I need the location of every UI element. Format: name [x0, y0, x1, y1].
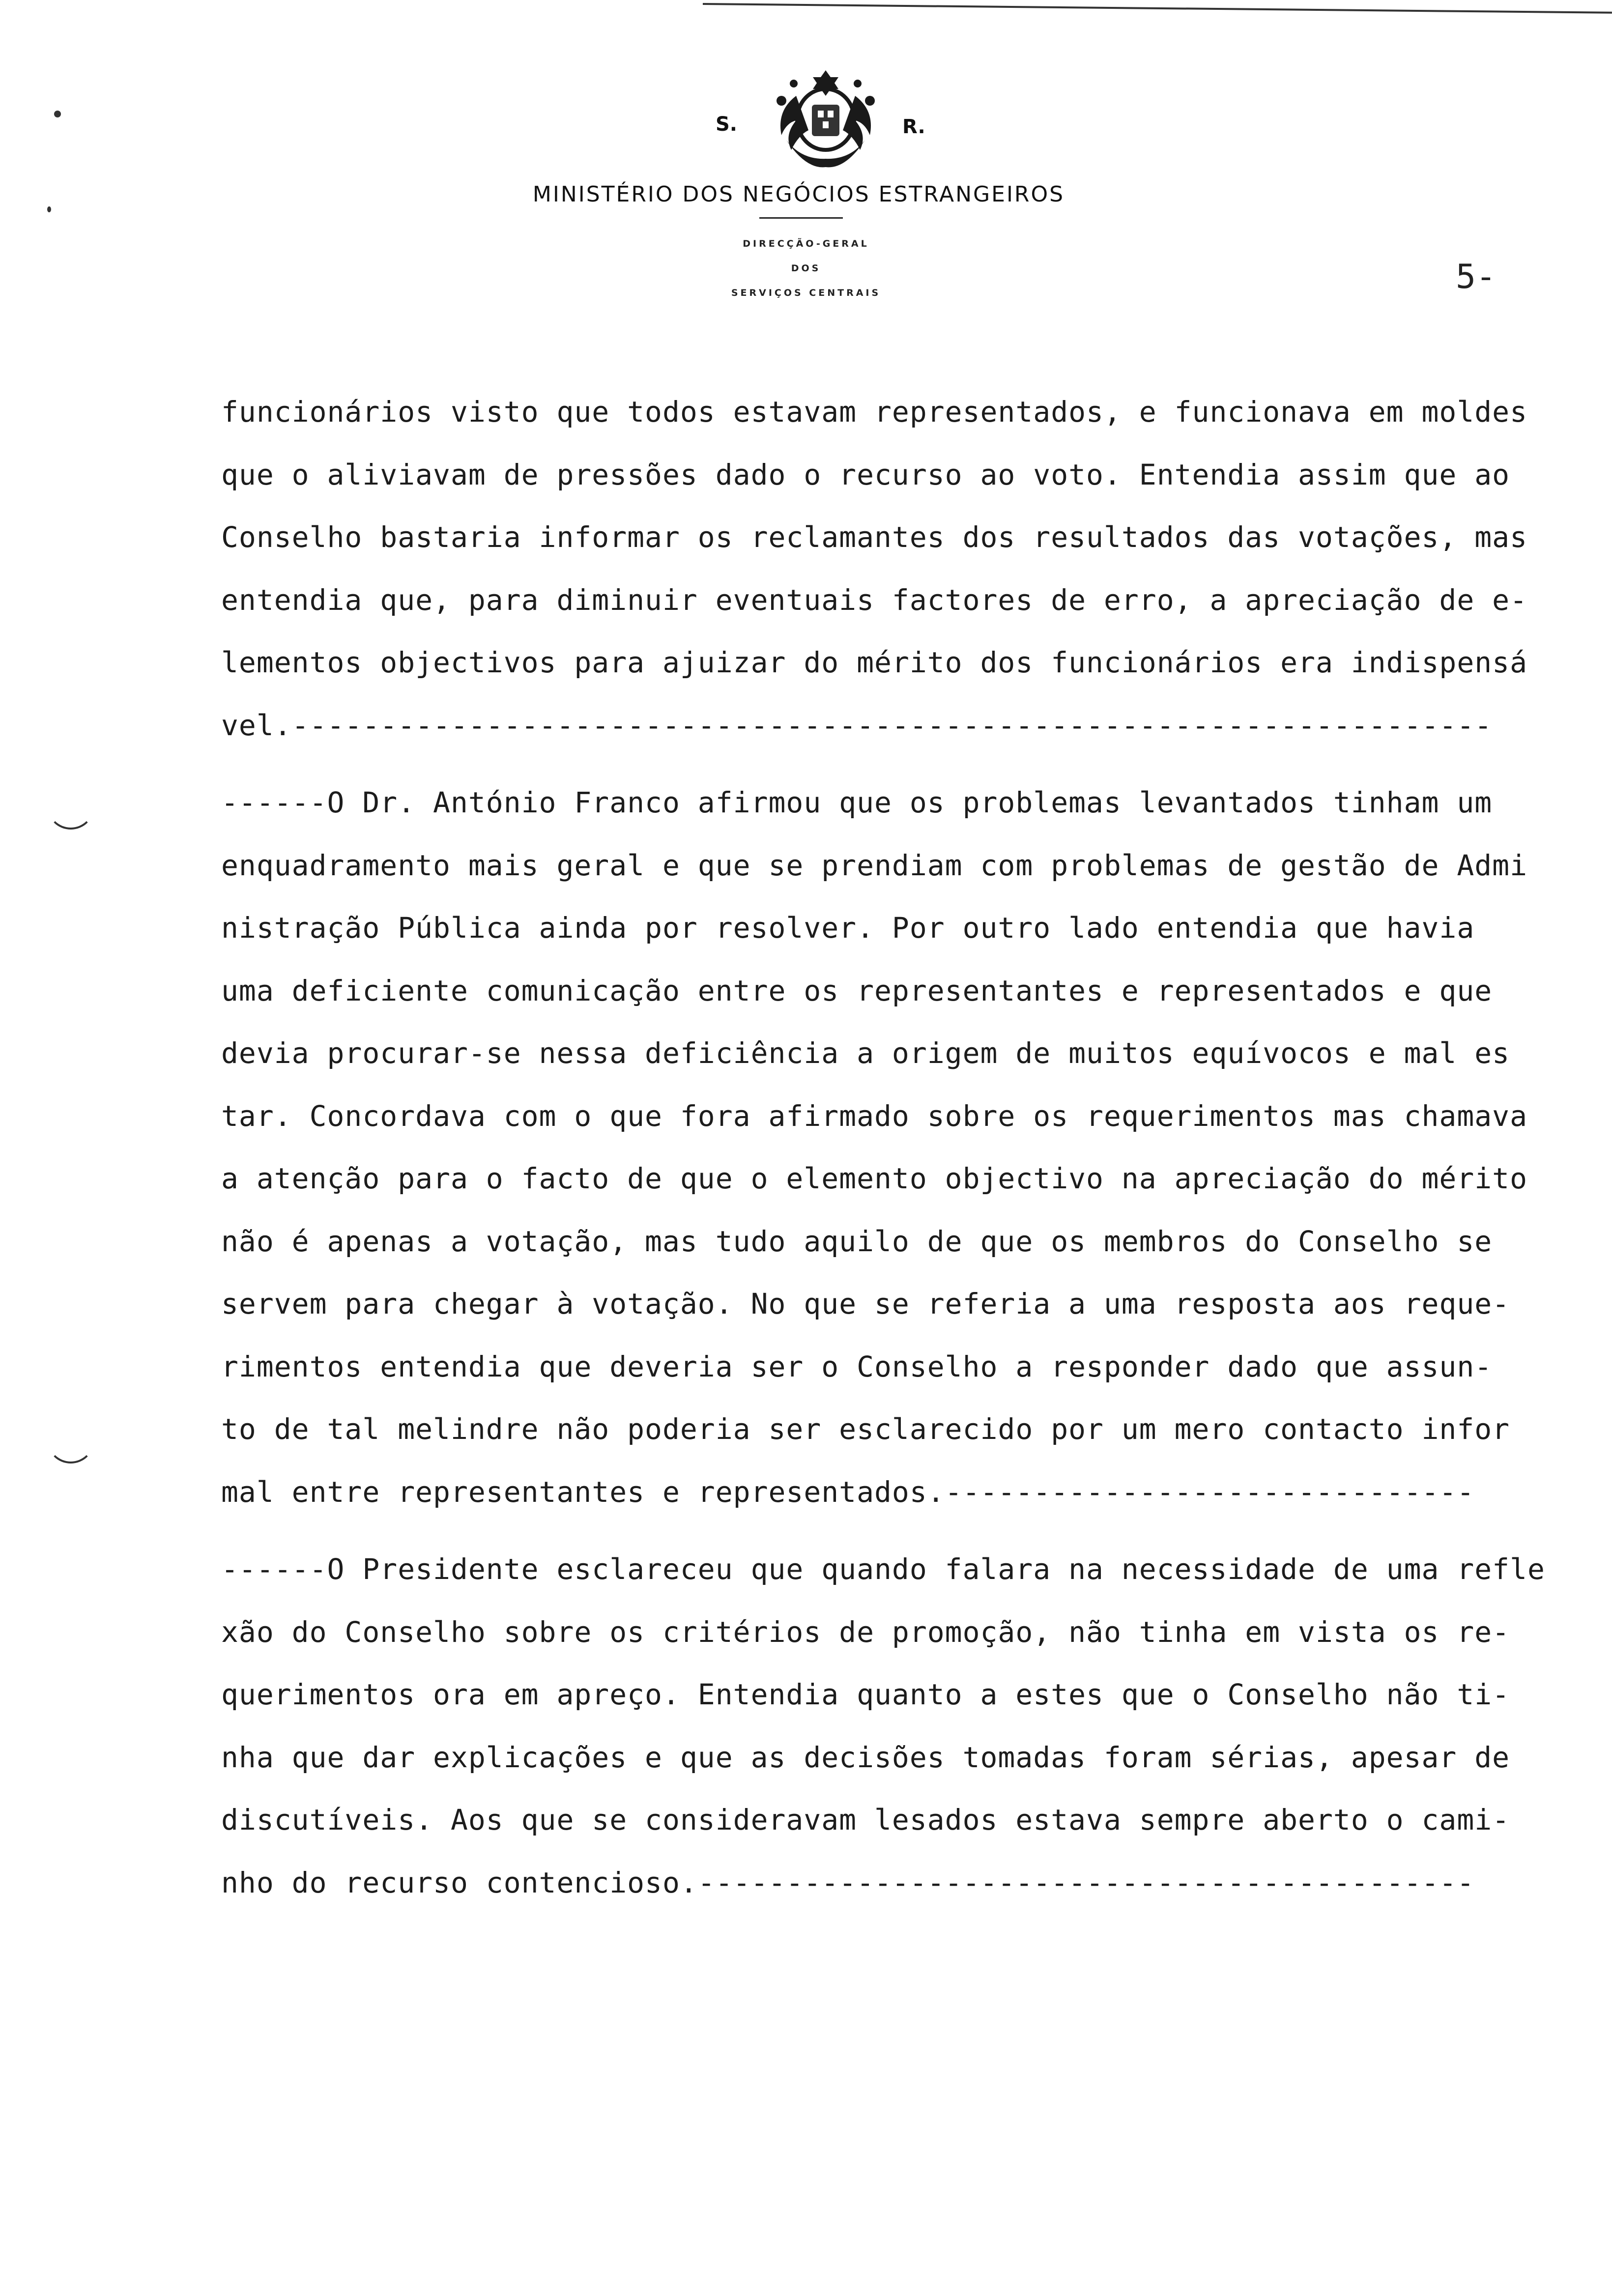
- text-line: a atenção para o facto de que o elemento objectivo na apreciação do mérito: [221, 1162, 1528, 1195]
- text-line: tar. Concordava com o que fora afirmado sobre os requerimentos mas chamava: [221, 1099, 1528, 1133]
- coat-of-arms-icon: [767, 66, 885, 172]
- right-letter: R.: [902, 115, 925, 138]
- text-line: vel.--------------------------------------------------------------------: [221, 708, 1493, 742]
- text-line: lementos objectivos para ajuizar do mérito dos funcionários era indispensá: [221, 646, 1528, 679]
- scan-speck: [54, 111, 61, 117]
- text-line: xão do Conselho sobre os critérios de promoção, não tinha em vista os re-: [221, 1615, 1510, 1649]
- text-line: nha que dar explicações e que as decisões tomadas foram sérias, apesar de: [221, 1740, 1510, 1774]
- text-line: ------O Dr. António Franco afirmou que os problemas levantados tinham um: [221, 786, 1493, 819]
- paragraph-gap: [221, 757, 1558, 772]
- margin-arc-mark: [47, 1415, 95, 1464]
- text-line: não é apenas a votação, mas tudo aquilo de que os membros do Conselho se: [221, 1224, 1493, 1258]
- text-line: to de tal melindre não poderia ser esclarecido por um mero contacto infor: [221, 1412, 1510, 1446]
- ministry-underline: [759, 217, 843, 219]
- text-line: entendia que, para diminuir eventuais factores de erro, a apreciação de e-: [221, 583, 1528, 617]
- text-line: nistração Pública ainda por resolver. Por outro lado entendia que havia: [221, 911, 1475, 945]
- document-body: [221, 381, 1558, 2140]
- top-edge-line: [703, 3, 1612, 14]
- letterhead: [0, 64, 1612, 319]
- text-line: ------O Presidente esclareceu que quando falara na necessidade de uma refle: [221, 1552, 1545, 1586]
- text-line: que o aliviavam de pressões dado o recurso ao voto. Entendia assim que ao: [221, 458, 1510, 491]
- page-number: 5-: [1456, 258, 1496, 296]
- ministry-name: MINISTÉRIO DOS NEGÓCIOS ESTRANGEIROS: [532, 182, 1065, 207]
- text-line: nho do recurso contencioso.--------------------------------------------: [221, 1866, 1475, 1899]
- scan-speck: [47, 206, 51, 212]
- text-line: enquadramento mais geral e que se prendiam com problemas de gestão de Admi: [221, 848, 1528, 882]
- text-line: rimentos entendia que deveria ser o Conselho a responder dado que assun-: [221, 1349, 1493, 1383]
- text-line: discutíveis. Aos que se consideravam lesados estava sempre aberto o cami-: [221, 1803, 1510, 1837]
- department-line-1: DIRECÇÃO-GERAL: [743, 238, 869, 249]
- text-line: querimentos ora em apreço. Entendia quanto a estes que o Conselho não ti-: [221, 1678, 1510, 1711]
- department-line-2: DOS: [791, 263, 821, 274]
- department-line-3: SERVIÇOS CENTRAIS: [731, 287, 881, 298]
- left-letter: S.: [716, 113, 738, 136]
- paragraph-gap: [221, 1523, 1558, 1538]
- margin-arc-mark: [47, 781, 95, 830]
- text-line: devia procurar-se nessa deficiência a origem de muitos equívocos e mal es: [221, 1036, 1510, 1070]
- text-line: uma deficiente comunicação entre os representantes e representados e que: [221, 974, 1493, 1007]
- text-line: funcionários visto que todos estavam representados, e funcionava em moldes: [221, 395, 1528, 429]
- text-line: servem para chegar à votação. No que se referia a uma resposta aos reque-: [221, 1287, 1510, 1320]
- text-line: mal entre representantes e representados.------------------------------: [221, 1475, 1475, 1509]
- text-line: Conselho bastaria informar os reclamantes dos resultados das votações, mas: [221, 520, 1528, 554]
